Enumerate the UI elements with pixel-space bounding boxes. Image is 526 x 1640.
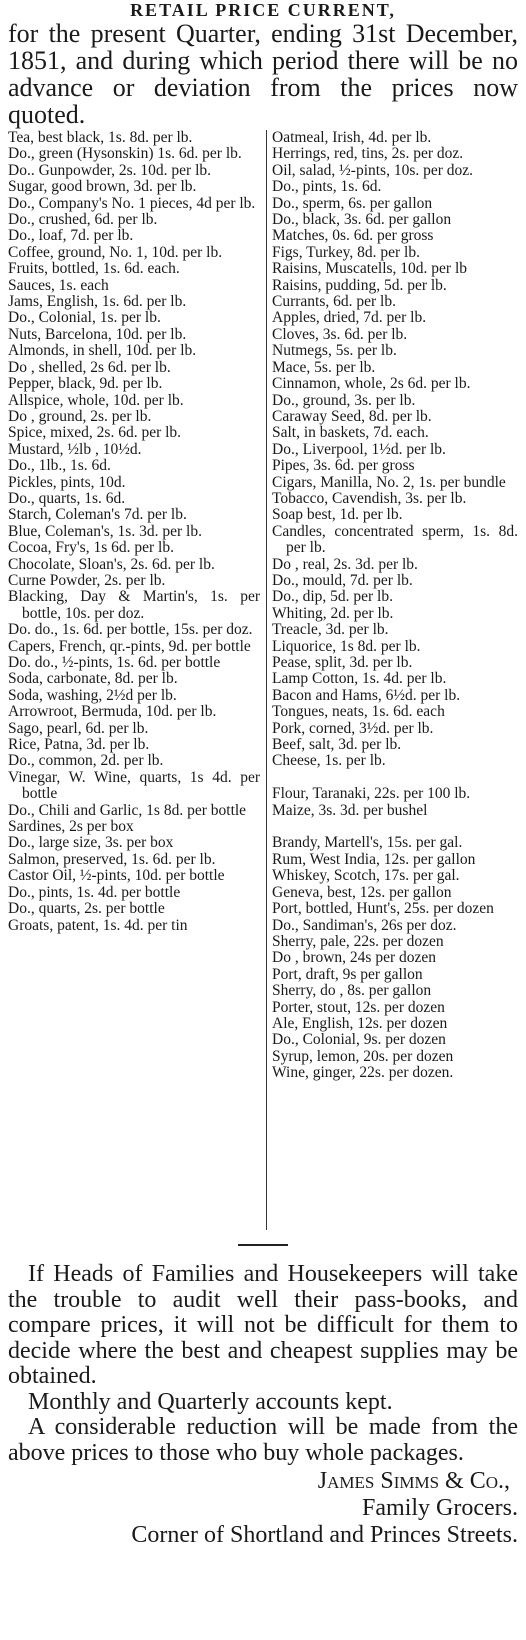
merchant-address: Corner of Shortland and Princes Streets. xyxy=(131,1522,518,1548)
price-entry: Chocolate, Sloan's, 2s. 6d. per lb. xyxy=(8,555,215,573)
price-entry: Almonds, in shell, 10d. per lb. xyxy=(8,342,197,360)
reduction-paragraph: A considerable reduction will be made from the above prices to those who buy whole packages. xyxy=(8,1414,518,1466)
price-entry: Do., Sandiman's, 26s per doz. xyxy=(272,916,457,934)
signature-block xyxy=(8,1468,518,1522)
price-entry: Currants, 6d. per lb. xyxy=(272,293,396,311)
price-entry: Fruits, bottled, 1s. 6d. each. xyxy=(8,260,180,278)
price-entry: Curne Powder, 2s. per lb. xyxy=(8,571,166,589)
price-entry: Wine, ginger, 22s. per dozen. xyxy=(272,1064,454,1082)
price-entry: Blacking, Day & Martin's, 1s. per bottle, 10s. per doz. xyxy=(8,588,260,622)
price-entry: Soap best, 1d. per lb. xyxy=(272,506,403,524)
price-entry: Do., Colonial, 1s. per lb. xyxy=(8,309,161,327)
price-entry: Caraway Seed, 8d. per lb. xyxy=(272,407,432,425)
intro-text: for the present Quarter, ending 31st December, 1851, and during which period there will be no advance or deviation from the prices now quoted. xyxy=(8,19,518,129)
price-entry: Do., black, 3s. 6d. per gallon xyxy=(272,211,452,229)
price-entry: Arrowroot, Bermuda, 10d. per lb. xyxy=(8,703,217,721)
footer-paragraph: If Heads of Families and Housekeepers will take the trouble to audit well their pass-books, and compare prices, it will not be difficult for them to decide where the best and cheapest supplies may be obtained. xyxy=(8,1261,518,1389)
price-entry: Sherry, do , 8s. per gallon xyxy=(272,982,432,1000)
page-title: RETAIL PRICE CURRENT, xyxy=(130,0,396,20)
price-entry: Do.. Gunpowder, 2s. 10d. per lb. xyxy=(8,161,212,179)
price-entry: Sauces, 1s. each xyxy=(8,276,109,294)
price-entry: Do , real, 2s. 3d. per lb. xyxy=(272,555,418,573)
price-entry: Flour, Taranaki, 22s. per 100 lb. xyxy=(272,785,471,803)
price-entry: Do., loaf, 7d. per lb. xyxy=(8,227,134,245)
price-entry: Soda, carbonate, 8d. per lb. xyxy=(8,670,178,688)
price-entry: Do., Company's No. 1 pieces, 4d per lb. xyxy=(8,194,256,212)
price-entry: Soda, washing, 2½d per lb. xyxy=(8,686,177,704)
price-entry: Do., pints, 1s. 4d. per bottle xyxy=(8,883,181,901)
price-entry: Spice, mixed, 2s. 6d. per lb. xyxy=(8,424,182,442)
price-entry: Jams, English, 1s. 6d. per lb. xyxy=(8,293,187,311)
price-entry: Pork, corned, 3½d. per lb. xyxy=(272,719,434,737)
price-entry: Do , brown, 24s per dozen xyxy=(272,949,437,967)
price-entry xyxy=(272,770,518,786)
price-entry: Ale, English, 12s. per dozen xyxy=(272,1014,448,1032)
price-entry: Castor Oil, ½-pints, 10d. per bottle xyxy=(8,867,225,885)
price-entry: Do., common, 2d. per lb. xyxy=(8,752,164,770)
price-entry: Cocoa, Fry's, 1s 6d. per lb. xyxy=(8,539,174,557)
price-entry: Brandy, Martell's, 15s. per gal. xyxy=(272,834,463,852)
merchant-trade: Family Grocers. xyxy=(362,1495,518,1521)
price-entry: Coffee, ground, No. 1, 10d. per lb. xyxy=(8,243,223,261)
price-entry: Liquorice, 1s 8d. per lb. xyxy=(272,637,421,655)
price-entry: Tongues, neats, 1s. 6d. each xyxy=(272,703,445,721)
price-entry: Salt, in baskets, 7d. each. xyxy=(272,424,429,442)
price-entry: Whiskey, Scotch, 17s. per gal. xyxy=(272,867,460,885)
price-list-right-column xyxy=(266,130,518,1230)
price-entry: Oil, salad, ½-pints, 10s. per doz. xyxy=(272,161,474,179)
accounts-line: Monthly and Quarterly accounts kept. xyxy=(28,1388,393,1415)
price-entry: Do., 1lb., 1s. 6d. xyxy=(8,457,111,475)
price-entry: Candles, concentrated sperm, 1s. 8d. per lb. xyxy=(272,522,518,557)
price-list-left-column xyxy=(8,130,266,1230)
price-entry: Do , ground, 2s. per lb. xyxy=(8,407,152,425)
price-entry: Beef, salt, 3d. per lb. xyxy=(272,736,402,754)
price-entry: Whiting, 2d. per lb. xyxy=(272,604,394,622)
price-entry: Syrup, lemon, 20s. per dozen xyxy=(272,1047,454,1065)
price-entry: Salmon, preserved, 1s. 6d. per lb. xyxy=(8,850,216,868)
price-entry: Maize, 3s. 3d. per bushel xyxy=(272,801,428,819)
price-entry: Cheese, 1s. per lb. xyxy=(272,752,386,770)
price-entry: Vinegar, W. Wine, quarts, 1s 4d. per bottle xyxy=(8,768,260,803)
price-entry: Do., quarts, 1s. 6d. xyxy=(8,489,126,507)
price-entry: Nutmegs, 5s. per lb. xyxy=(272,342,397,360)
price-entry: Tea, best black, 1s. 8d. per lb. xyxy=(8,129,193,146)
price-entry: Do., ground, 3s. per lb. xyxy=(272,391,416,409)
price-entry: Blue, Coleman's, 1s. 3d. per lb. xyxy=(8,522,202,540)
price-entry: Rice, Patna, 3d. per lb. xyxy=(8,736,150,754)
price-entry: Cigars, Manilla, No. 2, 1s. per bundle xyxy=(272,473,506,491)
price-entry: Do., large size, 3s. per box xyxy=(8,834,174,852)
merchant-name: James Simms & Co., xyxy=(317,1468,510,1494)
price-entry: Raisins, Muscatells, 10d. per lb xyxy=(272,260,468,278)
price-entry: Sardines, 2s per box xyxy=(8,818,134,836)
section-divider xyxy=(238,1244,288,1246)
price-entry: Pickles, pints, 10d. xyxy=(8,473,126,491)
price-entry: Do., quarts, 2s. per bottle xyxy=(8,900,165,918)
price-entry: Cloves, 3s. 6d. per lb. xyxy=(272,325,408,343)
price-entry: Pease, split, 3d. per lb. xyxy=(272,654,413,671)
price-entry: Port, bottled, Hunt's, 25s. per dozen xyxy=(272,900,494,918)
price-entry: Port, draft, 9s per gallon xyxy=(272,965,423,983)
price-entry: Sago, pearl, 6d. per lb. xyxy=(8,719,149,737)
price-entry: Do., mould, 7d. per lb. xyxy=(272,571,413,589)
price-entry: Do. do., ½-pints, 1s. 6d. per bottle xyxy=(8,654,221,671)
price-entry: Do. do., 1s. 6d. per bottle, 15s. per doz. xyxy=(8,621,253,639)
price-entry: Mustard, ½lb , 10½d. xyxy=(8,440,142,458)
price-entry: Allspice, whole, 10d. per lb. xyxy=(8,391,184,409)
price-entry: Porter, stout, 12s. per dozen xyxy=(272,998,445,1016)
price-entry: Geneva, best, 12s. per gallon xyxy=(272,883,452,901)
price-entry: Cinnamon, whole, 2s 6d. per lb. xyxy=(272,375,471,393)
price-list xyxy=(8,130,518,1230)
price-entry: Herrings, red, tins, 2s. per doz. xyxy=(272,145,464,163)
price-entry: Do., dip, 5d. per lb. xyxy=(272,588,393,606)
price-entry: Do , shelled, 2s 6d. per lb. xyxy=(8,358,171,376)
price-entry: Sugar, good brown, 3d. per lb. xyxy=(8,178,197,196)
price-entry: Raisins, pudding, 5d. per lb. xyxy=(272,276,447,294)
price-entry: Mace, 5s. per lb. xyxy=(272,358,376,376)
price-entry: Starch, Coleman's 7d. per lb. xyxy=(8,506,187,524)
price-entry: Do., sperm, 6s. per gallon xyxy=(272,194,433,212)
price-entry: Groats, patent, 1s. 4d. per tin xyxy=(8,916,188,934)
price-entry: Do., crushed, 6d. per lb. xyxy=(8,211,158,229)
price-entry: Treacle, 3d. per lb. xyxy=(272,621,389,639)
price-entry: Pipes, 3s. 6d. per gross xyxy=(272,457,415,475)
price-entry: Do., Colonial, 9s. per dozen xyxy=(272,1031,446,1049)
price-entry: Oatmeal, Irish, 4d. per lb. xyxy=(272,129,432,146)
price-entry xyxy=(272,819,518,835)
price-entry: Pepper, black, 9d. per lb. xyxy=(8,375,163,393)
price-entry: Matches, 0s. 6d. per gross xyxy=(272,227,434,245)
price-entry: Figs, Turkey, 8d. per lb. xyxy=(272,243,420,261)
price-entry: Sherry, pale, 22s. per dozen xyxy=(272,932,444,950)
price-entry: Do., Liverpool, 1½d. per lb. xyxy=(272,440,446,458)
price-entry: Lamp Cotton, 1s. 4d. per lb. xyxy=(272,670,447,688)
price-entry: Rum, West India, 12s. per gallon xyxy=(272,850,476,868)
price-entry: Tobacco, Cavendish, 3s. per lb. xyxy=(272,489,467,507)
price-entry: Bacon and Hams, 6½d. per lb. xyxy=(272,686,461,704)
price-entry: Do., Chili and Garlic, 1s 8d. per bottle xyxy=(8,801,247,819)
price-entry: Apples, dried, 7d. per lb. xyxy=(272,309,427,327)
price-entry: Nuts, Barcelona, 10d. per lb. xyxy=(8,325,187,343)
price-entry: Capers, French, qr.-pints, 9d. per bottle xyxy=(8,637,251,655)
price-entry: Do., pints, 1s. 6d. xyxy=(272,178,382,196)
price-entry: Do., green (Hysonskin) 1s. 6d. per lb. xyxy=(8,145,242,163)
